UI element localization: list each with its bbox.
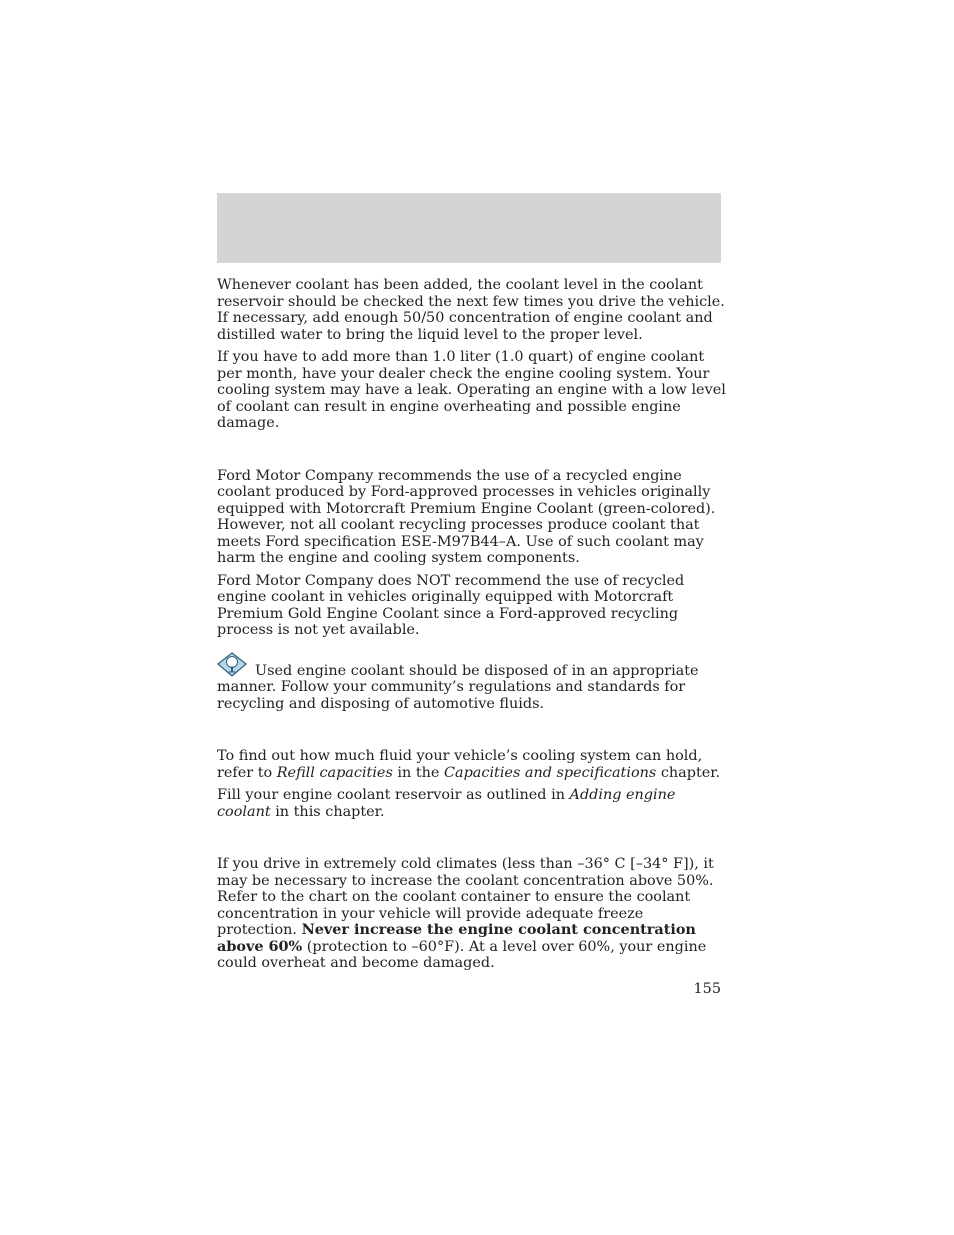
concentration-warning: Never increase the engine coolant concentration above 60% [217, 921, 696, 955]
paragraph-recycled-coolant: Ford Motor Company recommends the use of a recycled engine coolant produced by Ford-approved processes in vehicles originally equipped with Motorcraft Premium Engine Coolant (green-colored). However, not all coolant recycling processes produce coolant that meets Ford specification ESE-M97B44–A. Use of such coolant may harm the engine and cooling system components. [217, 467, 716, 566]
fill-text-before: Fill your engine coolant reservoir as outlined in [217, 787, 570, 803]
capacity-text-before: To find out how much fluid your vehicle’s cooling system can hold, refer to [217, 748, 703, 781]
adding-coolant-reference: Adding engine coolant [217, 787, 676, 820]
paragraph-coolant-leak: If you have to add more than 1.0 liter (1.0 quart) of engine coolant per month, have your dealer check the engine cooling system. Your cooling system may have a leak. Operating an engine with a low level of coolant can result in engine overheating and possible engine damage. [217, 349, 726, 431]
capacities-chapter-reference: Capacities and specifications [444, 764, 657, 781]
cold-climate-text: If you drive in extremely cold climates (less than –36° C [–34° F]), it may be necessary to increase the coolant concentration above 50%. Refer to the chart on the coolant container to ensure the coolant concentration in your vehicle will provide adequate freeze protection. [217, 856, 714, 938]
paragraph-capacity [217, 748, 727, 781]
paragraph-cold-climate [217, 856, 727, 972]
recycle-tree-icon [217, 652, 247, 678]
paragraph-disposal [217, 652, 727, 713]
capacity-text-mid: in the [392, 764, 444, 781]
capacity-text-after: chapter. [656, 764, 721, 781]
page-body [217, 277, 727, 972]
paragraph-coolant-check: Whenever coolant has been added, the coolant level in the coolant reservoir should be checked the next few times you drive the vehicle. If necessary, add enough 50/50 concentration of engine coolant and distilled water to bring the liquid level to the proper level. [217, 277, 725, 343]
paragraph-fill-reservoir [217, 787, 727, 820]
page-number: 155 [693, 981, 721, 997]
disposal-text: Used engine coolant should be disposed of in an appropriate manner. Follow your community’s regulations and standards for recycling and disposing of automotive fluids. [217, 662, 699, 712]
paragraph-recycled-gold: Ford Motor Company does NOT recommend the use of recycled engine coolant in vehicles originally equipped with Motorcraft Premium Gold Engine Coolant since a Ford-approved recycling process is not yet available. [217, 572, 685, 638]
fill-text-after: in this chapter. [270, 803, 385, 820]
cold-climate-text-after: (protection to –60°F). At a level over 60%, your engine could overheat and become damaged. [217, 938, 707, 971]
refill-capacities-reference: Refill capacities [276, 764, 393, 781]
section-header-band [217, 193, 721, 263]
